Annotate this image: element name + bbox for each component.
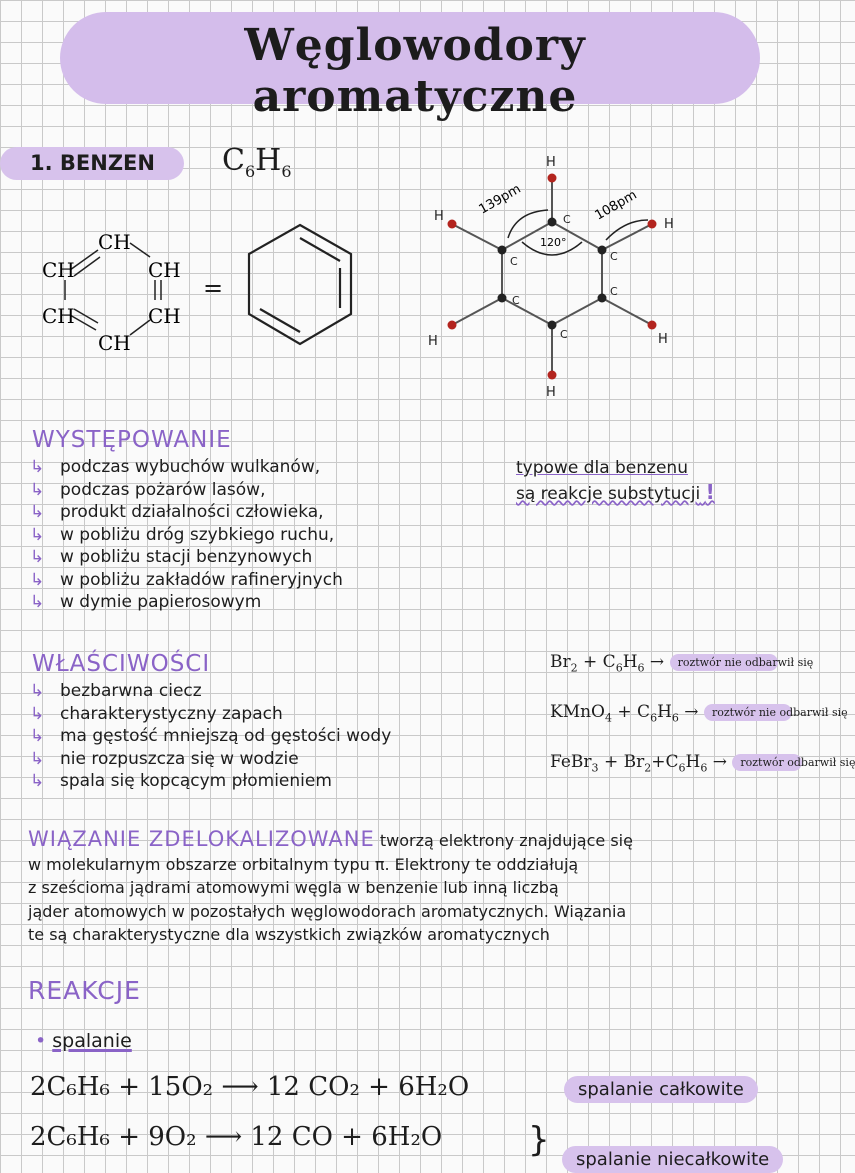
- label-incomplete-combustion: spalanie niecałkowite: [562, 1146, 783, 1173]
- equals-sign: =: [203, 274, 224, 302]
- svg-text:C: C: [560, 328, 568, 341]
- list-item: ↳ ma gęstość mniejszą od gęstości wody: [30, 726, 392, 746]
- list-item: ↳ spala się kopcącym płomieniem: [30, 771, 332, 791]
- ch-top: CH: [98, 230, 131, 254]
- ch-left-bottom: CH: [42, 304, 75, 328]
- brace: }: [528, 1120, 550, 1160]
- ch-right-bottom: CH: [148, 304, 181, 328]
- bond-angle: 120°: [540, 236, 567, 249]
- substitution-note: typowe dla benzenu są reakcje substytucji !: [516, 458, 715, 504]
- list-item: ↳ w dymie papierosowym: [30, 592, 262, 612]
- svg-text:C: C: [610, 250, 618, 263]
- list-item: ↳ podczas pożarów lasów,: [30, 479, 266, 500]
- equation-incomplete: 2C₆H₆ + 9O₂ ⟶ 12 CO + 6H₂O: [30, 1122, 443, 1152]
- properties-list: [30, 680, 391, 793]
- equation-complete: 2C₆H₆ + 15O₂ ⟶ 12 CO₂ + 6H₂O: [30, 1072, 470, 1102]
- list-item: ↳ podczas wybuchów wulkanów,: [30, 457, 321, 477]
- svg-text:H: H: [546, 385, 556, 400]
- ch-right-top: CH: [148, 258, 181, 282]
- list-item: ↳ bezbarwna ciecz: [30, 681, 202, 701]
- delocalized-heading: WIĄZANIE ZDELOKALIZOWANE: [28, 827, 375, 851]
- list-item: ↳ w pobliżu stacji benzynowych: [30, 547, 313, 567]
- test-iron-bromide: FeBr$_3$ + $Br_2+C_6H_6$ → roztwór odbarwił się: [550, 752, 855, 775]
- svg-text:H: H: [546, 155, 556, 170]
- benzene-formula: $C_6H_6$: [222, 143, 292, 181]
- list-item: ↳ charakterystyczny zapach: [30, 703, 283, 724]
- label-complete-combustion: spalanie całkowite: [564, 1076, 758, 1103]
- benzene-geometry-diagram: [420, 150, 690, 405]
- ch-bottom: CH: [98, 331, 131, 355]
- ch-left-top: CH: [42, 258, 75, 282]
- occurrence-heading: WYSTĘPOWANIE: [32, 427, 232, 453]
- test-bromine: $Br_2 + C_6H_6$ → roztwór nie odbarwił się: [550, 652, 814, 675]
- reactions-heading: REAKCJE: [28, 976, 141, 1005]
- occurrence-list: [30, 456, 343, 614]
- bond-length-cc: 139pm: [476, 181, 524, 218]
- test-permanganate: KMnO$_4$ + $C_6H_6$ → roztwór nie odbarwił się: [550, 702, 848, 725]
- page-title: Węglowodory aromatyczne: [244, 20, 586, 122]
- svg-text:H: H: [658, 332, 668, 347]
- combustion-subheading: • spalanie: [35, 1030, 132, 1052]
- svg-text:C: C: [563, 213, 571, 226]
- benzene-ring-symbol: [244, 220, 356, 350]
- delocalized-paragraph: WIĄZANIE ZDELOKALIZOWANE tworzą elektrony znajdujące się w molekularnym obszarze orbitalnym typu π. Elektrony te oddziałują z sześcioma jądrami atomowymi węgla w benzenie lub inną liczbą jąder atomowych w pozostałych węglowodorach aromatycznych. Wiązania te są charakterystyczne dla wszystkich związków aromatycznych: [28, 827, 633, 944]
- svg-text:C: C: [610, 285, 618, 298]
- svg-text:H: H: [434, 209, 444, 224]
- list-item: ↳ w pobliżu dróg szybkiego ruchu,: [30, 524, 335, 545]
- kekule-structure: [40, 215, 190, 360]
- properties-heading: WŁAŚCIWOŚCI: [32, 651, 211, 677]
- section-benzene-label: 1. BENZEN: [0, 147, 184, 180]
- svg-text:H: H: [664, 217, 674, 232]
- list-item: ↳ nie rozpuszcza się w wodzie: [30, 748, 299, 769]
- list-item: ↳ w pobliżu zakładów rafineryjnych: [30, 569, 343, 590]
- svg-text:C: C: [510, 255, 518, 268]
- list-item: ↳ produkt działalności człowieka,: [30, 502, 324, 522]
- bond-length-ch: 108pm: [592, 187, 640, 224]
- svg-text:H: H: [428, 334, 438, 349]
- svg-text:C: C: [512, 294, 520, 307]
